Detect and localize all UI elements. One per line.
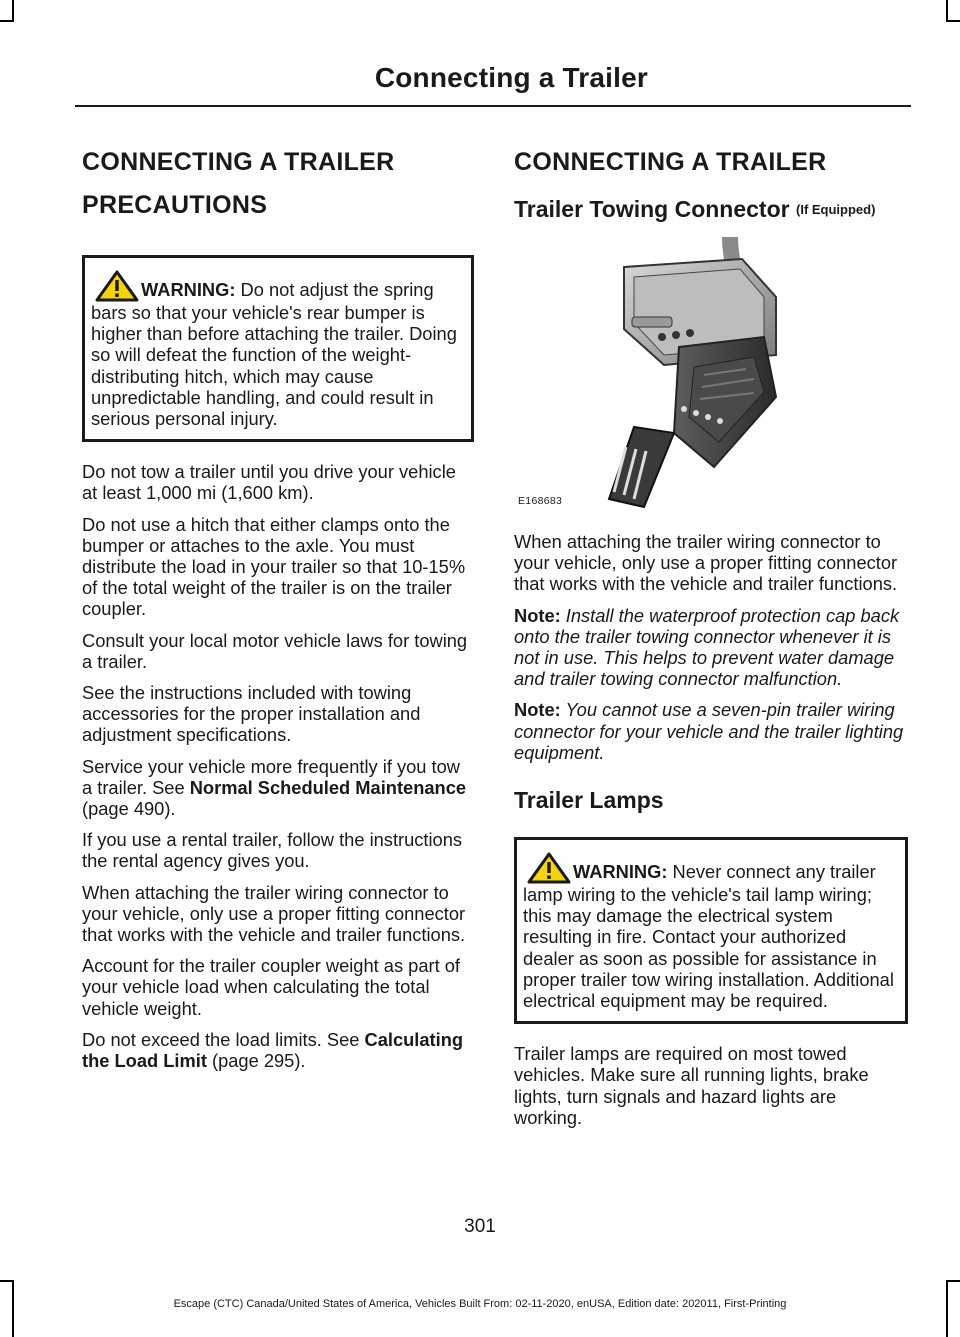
crop-mark [946,20,960,22]
note-label: Note: [514,699,561,721]
paragraph: Consult your local motor vehicle laws for towing a trailer. [82,629,468,672]
trailer-connector-image [514,237,908,515]
note-text: You cannot use a seven-pin trailer wiring connector for your vehicle and the trailer lighting equipment. [514,699,904,763]
crop-mark [0,20,14,22]
page-header-title: Connecting a Trailer [374,62,648,93]
note-text: Install the waterproof protection cap back onto the trailer towing connector whenever it is not in use. This helps to prevent water damage and trailer towing connector malfunction. [514,604,900,690]
left-column [82,145,474,1081]
header-rule [75,105,911,107]
warning-text: Never connect any trailer lamp wiring to the vehicle's tail lamp wiring; this may damage the electrical system resulting in fire. Contact your authorized dealer as soon as possible for assistance in proper trailer tow wiring installation. Additional electrical equipment may be required. [523,861,894,1012]
paragraph-text: Service your vehicle more frequently if you tow a trailer. See [82,755,460,798]
paragraph: When attaching the trailer wiring connector to your vehicle, only use a proper fitting connector that works with the vehicle and trailer functions. [514,531,898,595]
section-heading [82,145,474,223]
paragraph: When attaching the trailer wiring connector to your vehicle, only use a proper fitting connector that works with the vehicle and trailer functions. [82,881,466,946]
paragraph: See the instructions included with towing accessories for the proper installation and adjustment specifications. [82,682,421,746]
crop-mark [12,0,14,20]
warning-box [514,837,908,1024]
connector-illustration [514,237,908,515]
page-number: 301 [464,1216,496,1237]
paragraph: Do not tow a trailer until you drive your vehicle at least 1,000 mi (1,600 km). [82,461,456,504]
warning-triangle-icon [95,270,139,302]
warning-label: WARNING: [573,861,668,883]
subsection-heading-text: Trailer Towing Connector [514,196,790,222]
crop-mark [946,0,948,20]
subsection-heading: Trailer Lamps [514,787,664,814]
paragraph: Account for the trailer coupler weight as part of your vehicle load when calculating the total vehicle weight. [82,955,461,1019]
warning-triangle-icon [527,852,571,884]
note [514,699,908,763]
paragraph-text: Do not exceed the load limits. See [82,1028,365,1050]
figure-code: E168683 [518,495,563,507]
paragraph [82,1029,474,1071]
cross-reference-link[interactable]: Normal Scheduled Maintenance [189,776,467,798]
warning-text: Do not adjust the spring bars so that your vehicle's rear bumper is higher than before attaching the trailer. Doing so will defeat the function of the weight-distributing hitch, which may cause unpredictable handling, and could result in serious personal injury. [91,279,457,430]
paragraph: If you use a rental trailer, follow the instructions the rental agency gives you. [82,829,463,872]
section-heading-line1: CONNECTING A TRAILER [82,148,395,176]
paragraph: Do not use a hitch that either clamps onto the bumper or attaches to the axle. You must distribute the load in your trailer so that 10-15% of the total weight of the trailer is on the trailer coupler. [82,513,466,620]
section-heading-line2: PRECAUTIONS [82,191,268,219]
warning-label: WARNING: [141,279,236,300]
paragraph-text: (page 295). [206,1050,306,1072]
crop-mark [946,1280,960,1282]
section-heading: CONNECTING A TRAILER [514,148,827,176]
note [514,605,908,690]
warning-box [82,255,474,442]
footer-edition-info: Escape (CTC) Canada/United States of America, Vehicles Built From: 02-11-2020, enUSA, Edition date: 202011, First-Printing [173,1298,787,1310]
note-label: Note: [514,604,561,626]
paragraph [82,756,474,820]
cross-reference-link[interactable]: Calculating the Load Limit [82,1028,464,1072]
right-column [514,145,908,1138]
paragraph-text: (page 490). [82,798,176,820]
subsection-qualifier: (If Equipped) [796,202,876,217]
subsection-heading [514,194,908,225]
paragraph: Trailer lamps are required on most towed vehicles. Make sure all running lights, brake lights, turn signals and hazard lights are working. [514,1043,869,1128]
crop-mark [0,1280,14,1282]
